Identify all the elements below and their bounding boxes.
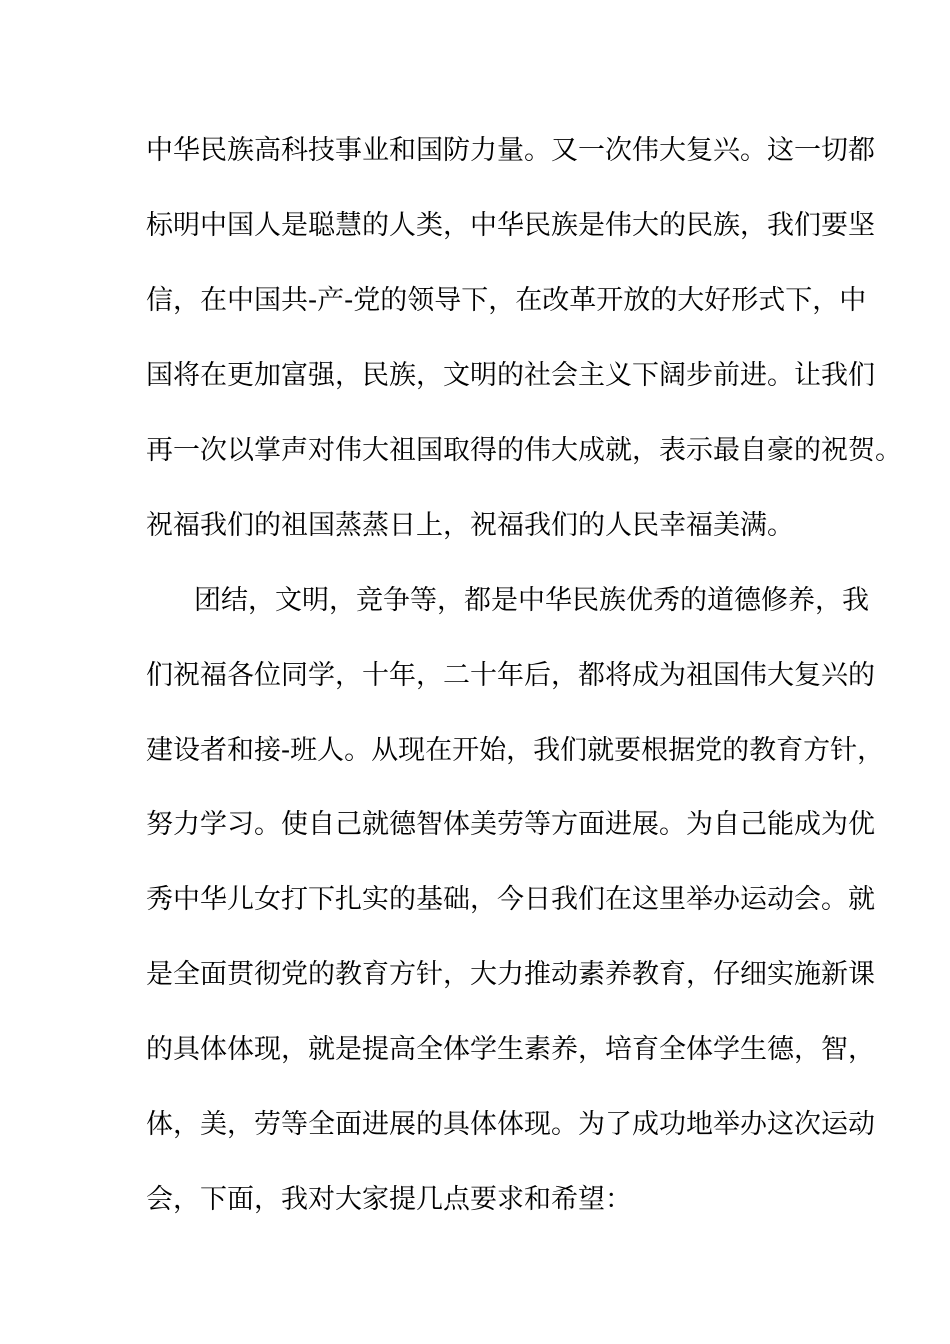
text-line: 祝福我们的祖国蒸蒸日上，祝福我们的人民幸福美满。: [146, 510, 794, 541]
text-line: 建设者和接-班人。从现在开始，我们就要根据党的教育方针，: [146, 735, 885, 766]
text-line: 们祝福各位同学，十年，二十年后，都将成为祖国伟大复兴的: [146, 660, 875, 691]
text-line: 国将在更加富强，民族，文明的社会主义下阔步前进。让我们: [146, 360, 875, 391]
text-line: 努力学习。使自己就德智体美劳等方面进展。为自己能成为优: [146, 809, 875, 840]
paragraph-first-line: 团结，文明，竞争等，都是中华民族优秀的道德修养，我: [194, 585, 869, 616]
text-line: 再一次以掌声对伟大祖国取得的伟大成就，表示最自豪的祝贺。: [146, 435, 902, 466]
text-line: 的具体体现，就是提高全体学生素养，培育全体学生德，智，: [146, 1034, 875, 1065]
text-line: 信，在中国共-产-党的领导下，在改革开放的大好形式下，中: [146, 285, 867, 316]
text-line: 标明中国人是聪慧的人类，中华民族是伟大的民族，我们要坚: [146, 210, 875, 241]
text-line: 体，美，劳等全面进展的具体体现。为了成功地举办这次运动: [146, 1109, 875, 1140]
text-line: 是全面贯彻党的教育方针，大力推动素养教育，仔细实施新课: [146, 959, 875, 990]
text-line: 会，下面，我对大家提几点要求和希望：: [146, 1184, 632, 1215]
text-line: 秀中华儿女打下扎实的基础，今日我们在这里举办运动会。就: [146, 884, 875, 915]
text-line: 中华民族高科技事业和国防力量。又一次伟大复兴。这一切都: [146, 135, 875, 166]
